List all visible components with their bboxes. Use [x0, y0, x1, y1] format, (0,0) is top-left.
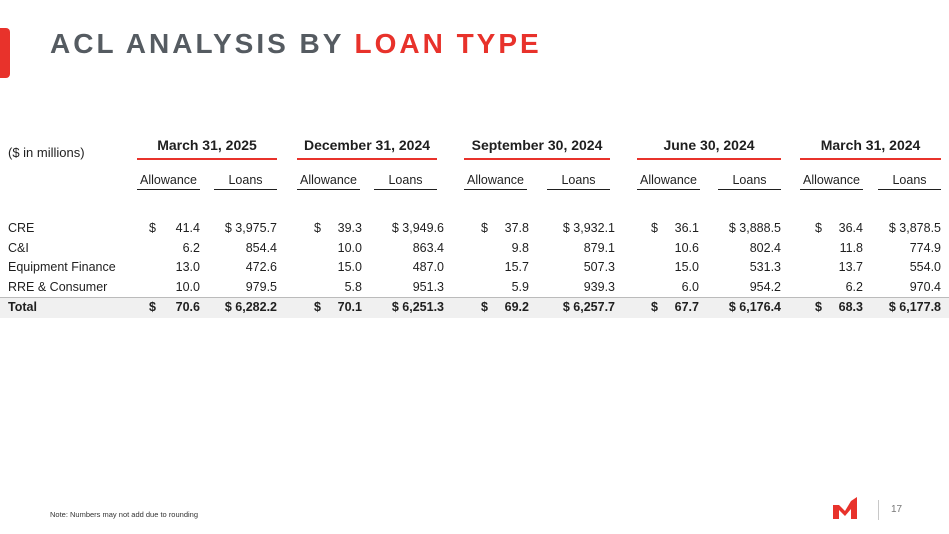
- footer-divider: [878, 500, 879, 520]
- period-header: December 31, 2024: [297, 137, 437, 160]
- period-header: March 31, 2025: [137, 137, 277, 160]
- row-label: RRE & Consumer: [8, 279, 108, 294]
- currency-symbol: $: [314, 300, 321, 314]
- table-row: [0, 219, 949, 239]
- allowance-column-header: Allowance: [137, 173, 200, 190]
- allowance-value: 6.2: [182, 240, 200, 255]
- table-row: [0, 258, 949, 278]
- allowance-value: 36.1: [674, 221, 699, 235]
- loans-value: 939.3: [583, 279, 615, 294]
- allowance-value: 10.0: [175, 279, 200, 294]
- loans-value: 531.3: [749, 260, 781, 274]
- currency-symbol: $: [314, 221, 321, 235]
- title-main: ACL ANALYSIS BY: [50, 28, 345, 59]
- allowance-value: 67.7: [674, 300, 699, 314]
- allowance-value: 9.8: [511, 240, 529, 255]
- allowance-value: 41.4: [175, 221, 200, 235]
- currency-symbol: $: [651, 300, 658, 314]
- row-label: CRE: [8, 221, 35, 235]
- allowance-column-header: Allowance: [297, 173, 360, 190]
- row-label: Total: [8, 300, 37, 314]
- total-row: [0, 297, 949, 318]
- loans-value: 854.4: [245, 240, 277, 255]
- allowance-value: 13.7: [838, 260, 863, 274]
- allowance-value: 36.4: [838, 221, 863, 235]
- row-label: C&I: [8, 240, 29, 255]
- allowance-value: 68.3: [838, 300, 863, 314]
- allowance-value: 15.7: [504, 260, 529, 274]
- period-header: June 30, 2024: [637, 137, 781, 160]
- loans-value: $ 6,257.7: [562, 300, 615, 314]
- loans-value: $ 3,878.5: [888, 221, 941, 235]
- currency-symbol: $: [149, 221, 156, 235]
- page-title: [50, 28, 542, 60]
- allowance-column-header: Allowance: [464, 173, 527, 190]
- allowance-value: 6.0: [681, 279, 699, 294]
- loans-value: 487.0: [412, 260, 444, 274]
- loans-value: 979.5: [245, 279, 277, 294]
- footnote: Note: Numbers may not add due to rounding: [50, 510, 199, 519]
- loans-value: $ 6,251.3: [391, 300, 444, 314]
- currency-symbol: $: [815, 300, 822, 314]
- currency-symbol: $: [149, 300, 156, 314]
- currency-symbol: $: [481, 221, 488, 235]
- currency-symbol: $: [481, 300, 488, 314]
- allowance-value: 37.8: [504, 221, 529, 235]
- page-number: 17: [891, 504, 903, 515]
- loans-value: 802.4: [749, 240, 781, 255]
- period-header: March 31, 2024: [800, 137, 941, 160]
- loans-value: $ 6,282.2: [224, 300, 277, 314]
- loans-column-header: Loans: [718, 173, 781, 190]
- table-row: [0, 278, 949, 298]
- loans-value: $ 3,949.6: [391, 221, 444, 235]
- title-highlight: LOAN TYPE: [354, 28, 542, 59]
- allowance-value: 15.0: [674, 260, 699, 274]
- currency-symbol: $: [815, 221, 822, 235]
- allowance-value: 39.3: [337, 221, 362, 235]
- loans-value: 879.1: [583, 240, 615, 255]
- allowance-value: 70.6: [175, 300, 200, 314]
- loans-value: 774.9: [909, 240, 941, 255]
- allowance-column-header: Allowance: [637, 173, 700, 190]
- allowance-value: 13.0: [175, 260, 200, 274]
- loans-value: 507.3: [583, 260, 615, 274]
- loans-value: 970.4: [909, 279, 941, 294]
- accent-bar: [0, 28, 10, 78]
- loans-column-header: Loans: [374, 173, 437, 190]
- loans-value: 863.4: [412, 240, 444, 255]
- allowance-value: 6.2: [845, 279, 863, 294]
- units-label: ($ in millions): [8, 145, 85, 160]
- loans-column-header: Loans: [214, 173, 277, 190]
- allowance-value: 10.6: [674, 240, 699, 255]
- loans-value: $ 3,888.5: [728, 221, 781, 235]
- table-row: [0, 239, 949, 259]
- allowance-value: 11.8: [839, 240, 863, 255]
- loans-value: $ 3,975.7: [224, 221, 277, 235]
- acl-table: [0, 219, 949, 318]
- loans-value: 954.2: [749, 279, 781, 294]
- loans-value: 554.0: [909, 260, 941, 274]
- allowance-column-header: Allowance: [800, 173, 863, 190]
- loans-value: 951.3: [412, 279, 444, 294]
- loans-column-header: Loans: [547, 173, 610, 190]
- allowance-value: 69.2: [504, 300, 529, 314]
- period-header: September 30, 2024: [464, 137, 610, 160]
- loans-value: $ 6,176.4: [728, 300, 781, 314]
- row-label: Equipment Finance: [8, 260, 116, 274]
- loans-column-header: Loans: [878, 173, 941, 190]
- brand-logo-icon: [833, 497, 861, 519]
- allowance-value: 70.1: [337, 300, 362, 314]
- currency-symbol: $: [651, 221, 658, 235]
- loans-value: $ 3,932.1: [562, 221, 615, 235]
- allowance-value: 10.0: [337, 240, 362, 255]
- allowance-value: 5.9: [511, 279, 529, 294]
- allowance-value: 5.8: [344, 279, 362, 294]
- loans-value: $ 6,177.8: [888, 300, 941, 314]
- loans-value: 472.6: [245, 260, 277, 274]
- allowance-value: 15.0: [337, 260, 362, 274]
